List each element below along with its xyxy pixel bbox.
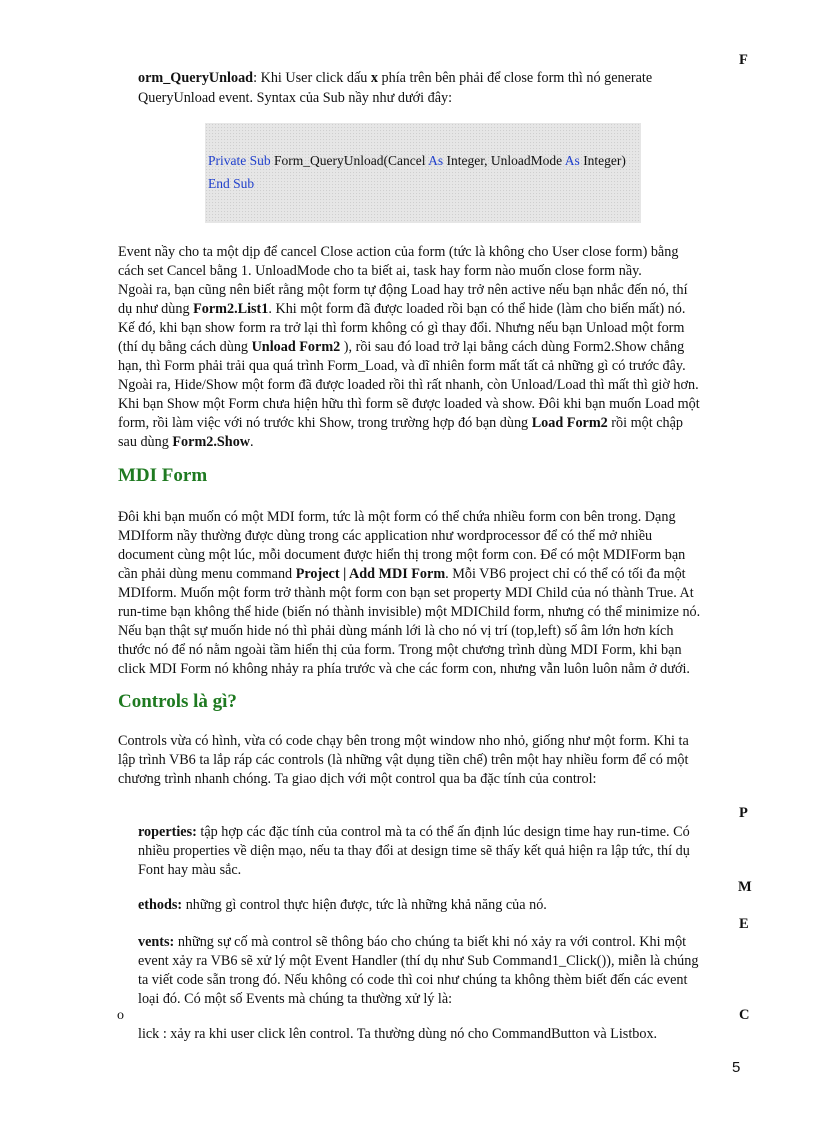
code-line-1: Private Sub Form_QueryUnload(Cancel As Integer, UnloadMode As Integer) xyxy=(208,153,626,168)
para1-line-5: Kế đó, khi bạn show form ra trở lại thì form không có gì thay đổi. Nhưng nếu bạn Unload một form xyxy=(118,320,685,336)
para1-line-1: Event nầy cho ta một dịp để cancel Close action của form (tức là không cho User close form) bằng xyxy=(118,244,679,260)
code-block xyxy=(205,123,641,223)
mdi-line-1: Đôi khi bạn muốn có một MDI form, tức là một form có thể chứa nhiều form con bên trong. Dạng xyxy=(118,509,676,525)
dropcap-p: P xyxy=(739,805,748,821)
click-line-1: lick : xảy ra khi user click lên control. Ta thường dùng nó cho CommandButton và Listbox. xyxy=(138,1026,658,1042)
mdi-line-4: cần phải dùng menu command Project | Add MDI Form. Mỗi VB6 project chỉ có thể có tối đa một xyxy=(118,566,686,582)
dropcap-e: E xyxy=(739,916,749,932)
page-number: 5 xyxy=(732,1059,741,1076)
events-line-4: loại đó. Có một số Events mà chúng ta thường xử lý là: xyxy=(138,991,453,1007)
properties-line-2: nhiều properties về diện mạo, nếu ta thay đổi at design time sẽ thấy kết quả hiện ra lập tức, thí dụ xyxy=(138,843,690,859)
para1-line-11: sau dùng Form2.Show. xyxy=(118,434,254,450)
mdi-line-9: click MDI Form nó không nhảy ra phía trước và che các form con, nhưng vẫn luôn luôn nằm ở dưới. xyxy=(118,661,690,677)
heading-mdi-form: MDI Form xyxy=(118,465,208,486)
events-line-2: event xảy ra VB6 sẽ xử lý một Event Handler (thí dụ như Sub Command1_Click()), miễn là chúng xyxy=(138,953,699,969)
para1-line-9: Khi bạn Show một Form chưa hiện hữu thì form sẽ được loaded và show. Đôi khi bạn muốn Load một xyxy=(118,396,700,412)
events-line-3: ta viết code sẵn trong đó. Nếu không có code thì coi như chúng ta không thèm biết đến các event xyxy=(138,972,688,988)
para1-line-3: Ngoài ra, bạn cũng nên biết rằng một form tự động Load hay trở nên active nếu bạn nhắc đến nó, thí xyxy=(118,282,688,298)
properties-line-1: roperties: tập hợp các đặc tính của control mà ta có thể ấn định lúc design time hay run-time. Có xyxy=(138,824,690,840)
code-line-2: End Sub xyxy=(208,176,255,191)
controls-line-2: lập trình VB6 ta lắp ráp các controls (là những vật dụng tiền chế) trên một hay nhiều form để có một xyxy=(118,752,689,768)
para1-line-6: (thí dụ bằng cách dùng Unload Form2 ), rồi sau đó load trở lại bằng cách dùng Form2.Show chẳng xyxy=(118,339,685,355)
mdi-line-7: Nếu bạn thật sự muốn hide nó thì phải dùng mánh lới là cho nó vị trí (top,left) số âm lớn hơn kích xyxy=(118,623,674,639)
controls-line-1: Controls vừa có hình, vừa có code chạy bên trong một window nho nhỏ, giống như một form. Khi ta xyxy=(118,733,689,749)
events-line-1: vents: những sự cố mà control sẽ thông báo cho chúng ta biết khi nó xảy ra với control. Khi một xyxy=(138,934,687,950)
para1-line-4: dụ như dùng Form2.List1. Khi một form đã được loaded rồi bạn có thể hide (làm cho biến mất) nó. xyxy=(118,301,686,317)
mdi-line-3: document cùng một lúc, mỗi document được hiển thị trong một form con. Để có một MDIForm bạn xyxy=(118,547,686,563)
para1-line-2: cách set Cancel bằng 1. UnloadMode cho ta biết ai, task hay form nào muốn close form nầy. xyxy=(118,263,642,279)
methods-line-1: ethods: những gì control thực hiện được, tức là những khả năng của nó. xyxy=(138,897,547,913)
intro-line-2: QueryUnload event. Syntax của Sub nầy như dưới đây: xyxy=(138,90,453,106)
para1-line-10: form, rồi làm việc với nó trước khi Show, trong trường hợp đó bạn dùng Load Form2 rồi một chập xyxy=(118,415,684,431)
para1-line-8: Ngoài ra, Hide/Show một form đã được loaded rồi thì rất nhanh, còn Unload/Load thì mất thì giờ hơn. xyxy=(118,377,699,393)
dropcap-f: F xyxy=(739,52,748,68)
heading-controls: Controls là gì? xyxy=(118,691,237,712)
intro-line-1: orm_QueryUnload: Khi User click dấu x phía trên bên phải để close form thì nó generate xyxy=(138,70,653,86)
mdi-line-2: MDIform nầy thường được dùng trong các application như wordprocessor để có thể mở nhiều xyxy=(118,528,653,544)
bullet-icon: o xyxy=(117,1008,124,1023)
properties-line-3: Font hay màu sắc. xyxy=(138,862,242,878)
mdi-line-6: run-time bạn không thể hide (biến nó thành invisible) một MDIChild form, nhưng có thể minimize nó. xyxy=(118,604,701,620)
controls-line-3: chương trình nhanh chóng. Ta giao dịch với một control qua ba đặc tính của control: xyxy=(118,771,597,787)
dropcap-c: C xyxy=(739,1007,750,1023)
mdi-line-8: thước nó để nó nằm ngoài tầm hiển thị của form. Trong một chương trình dùng MDI Form, khi bạn xyxy=(118,642,682,658)
mdi-line-5: MDIform. Muốn một form trở thành một form con bạn set property MDI Child của nó thành True. At xyxy=(118,585,694,601)
para1-line-7: hạn, thì Form phải trải qua quá trình Form_Load, và dĩ nhiên form mất tất cả những gì có trước đây. xyxy=(118,358,686,374)
dropcap-m: M xyxy=(738,879,752,895)
